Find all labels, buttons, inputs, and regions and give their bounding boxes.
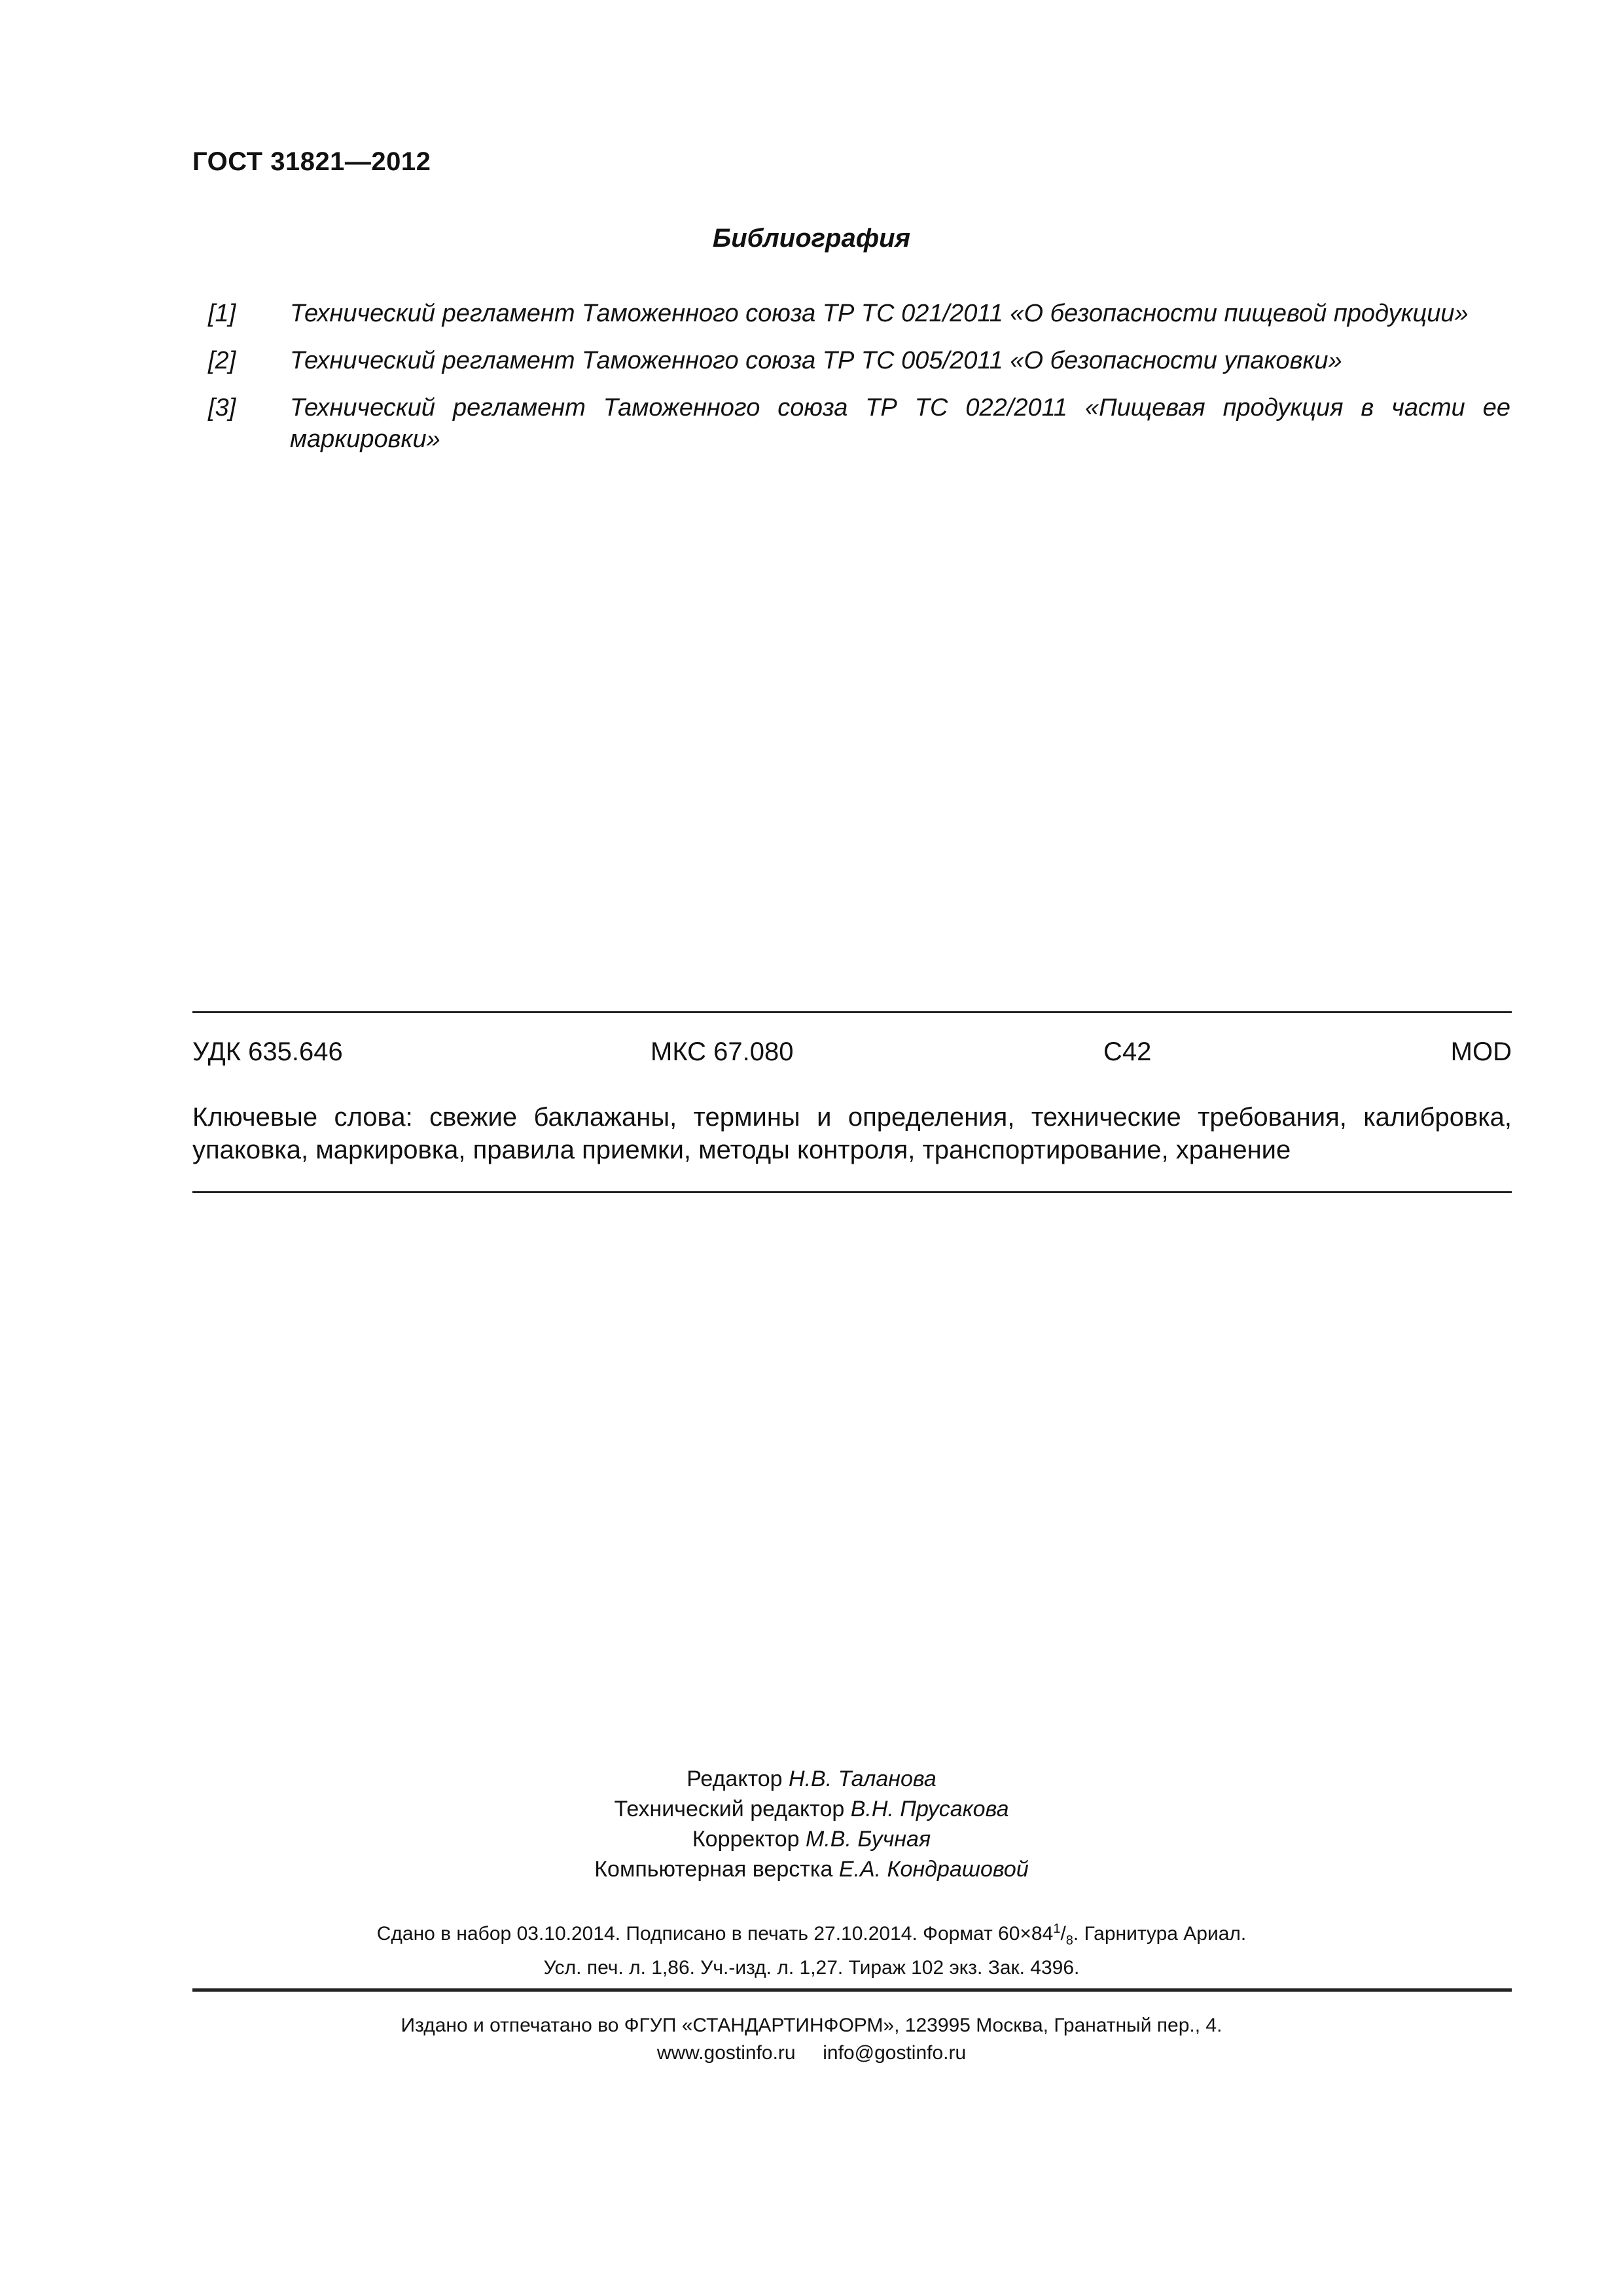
keywords: Ключевые слова: свежие баклажаны, термины и определения, технические требования, калибровка, упаковка, маркировка, правила приемки, методы контроля, транспортирование, хранение — [192, 1103, 1512, 1164]
reference-text: Технический регламент Таможенного союза ТР ТС 022/2011 «Пищевая продукция в части ее маркировки» — [290, 394, 1510, 453]
bibliography-list — [208, 298, 1510, 471]
credit-role: Компьютерная верстка — [594, 1857, 833, 1882]
top-divider — [192, 1011, 1512, 1013]
mod-code: MOD — [1450, 1037, 1512, 1066]
bibliography-item — [208, 298, 1510, 329]
reference-number: [1] — [208, 300, 236, 327]
imprint-line-1: Сдано в набор 03.10.2014. Подписано в печать 27.10.2014. Формат $60\times 84^1/_8$. Гарнитура Ариал. — [376, 1922, 1247, 1948]
reference-text: Технический регламент Таможенного союза ТР ТС 005/2011 «О безопасности упаковки» — [290, 347, 1342, 374]
reference-number: [3] — [208, 394, 236, 422]
credit-name: Е.А. Кондрашовой — [838, 1857, 1029, 1882]
standard-number: ГОСТ 31821—2012 — [192, 147, 431, 176]
mks-code: МКС 67.080 — [651, 1037, 794, 1066]
credit-name: В.Н. Прусакова — [850, 1797, 1009, 1821]
reference-number: [2] — [208, 347, 236, 374]
credit-name: Н.В. Таланова — [789, 1767, 936, 1791]
publisher-line-1: Издано и отпечатано во ФГУП «СТАНДАРТИНФОРМ», 123995 Москва, Гранатный пер., 4. — [401, 2015, 1222, 2036]
credit-line — [0, 1794, 1623, 1824]
imprint — [0, 1915, 1623, 1982]
credit-line — [0, 1764, 1623, 1794]
credit-role: Корректор — [692, 1827, 800, 1852]
credit-line — [0, 1854, 1623, 1884]
publisher-line-2: www.gostinfo.ru info@gostinfo.ru — [656, 2042, 967, 2064]
bibliography-title: Библиография — [712, 224, 911, 253]
publisher — [0, 2012, 1623, 2067]
credit-role: Редактор — [687, 1767, 783, 1791]
reference-text: Технический регламент Таможенного союза ТР ТС 021/2011 «О безопасности пищевой продукции» — [290, 300, 1469, 327]
credit-role: Технический редактор — [614, 1797, 845, 1821]
credit-line — [0, 1824, 1623, 1854]
credits — [0, 1764, 1623, 1884]
classification-row — [192, 1037, 1512, 1070]
bibliography-item — [208, 345, 1510, 376]
bottom-divider — [192, 1988, 1512, 1992]
category-code: С42 — [1103, 1037, 1152, 1066]
bibliography-item — [208, 392, 1510, 455]
credit-name: М.В. Бучная — [806, 1827, 931, 1852]
imprint-line-2: Усл. печ. л. 1,86. Уч.-изд. л. 1,27. Тираж 102 экз. Зак. 4396. — [543, 1957, 1080, 1979]
udk-code: УДК 635.646 — [192, 1037, 343, 1066]
middle-divider — [192, 1191, 1512, 1193]
